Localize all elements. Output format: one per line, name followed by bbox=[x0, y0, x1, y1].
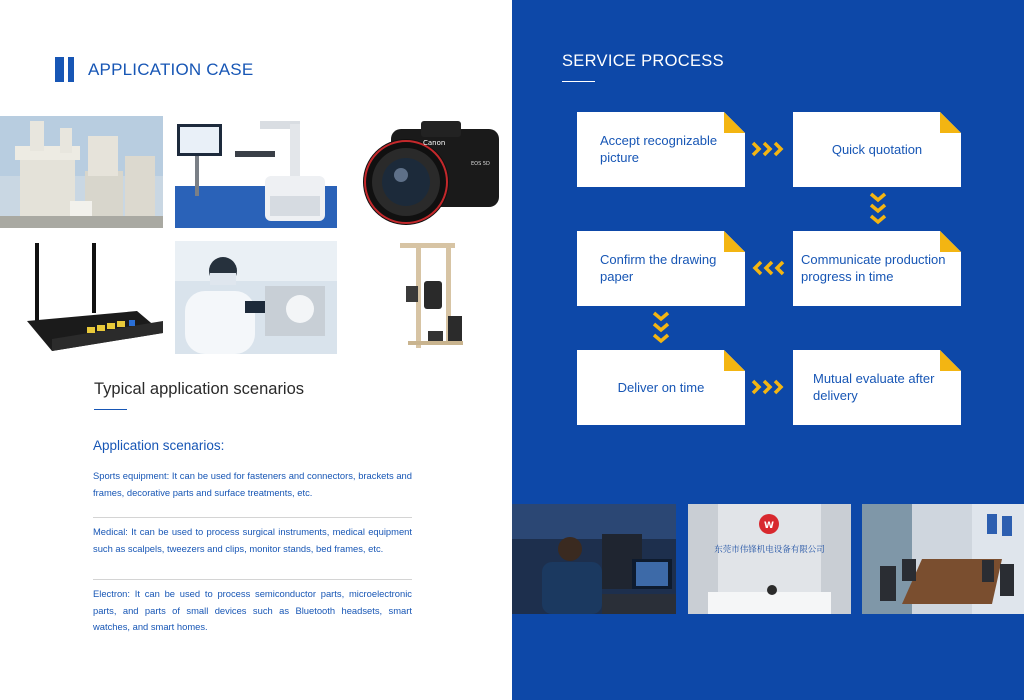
divider bbox=[93, 517, 412, 518]
chevron-down-icon bbox=[868, 192, 888, 226]
step-accept-picture: Accept recognizable picture bbox=[577, 112, 745, 187]
corner-fold-icon bbox=[940, 112, 961, 133]
industrial-tower-image bbox=[0, 116, 163, 228]
right-page bbox=[512, 0, 1024, 700]
step-mutual-evaluate: Mutual evaluate after delivery bbox=[793, 350, 961, 425]
router-image bbox=[27, 241, 163, 354]
step-deliver-on-time: Deliver on time bbox=[577, 350, 745, 425]
corner-fold-icon bbox=[940, 350, 961, 371]
corner-fold-icon bbox=[724, 350, 745, 371]
camera-image bbox=[361, 117, 502, 227]
chevron-down-icon bbox=[651, 311, 671, 345]
medical-paragraph: Medical: It can be used to process surgical instruments, medical equipment such as scalpels, tweezers and clips, monitor stands, bed frames, etc. bbox=[93, 526, 412, 554]
company-logo-text: 东莞市伟锋机电设备有限公司 bbox=[714, 545, 825, 555]
scenarios-heading: Typical application scenarios bbox=[94, 380, 305, 398]
electron-paragraph: Electron: It can be used to process semiconductor parts, microelectronic parts, and parts of small devices such as Bluetooth headsets, smart watches, and smart homes. bbox=[93, 588, 412, 632]
corner-fold-icon bbox=[724, 231, 745, 252]
reception-logo-photo bbox=[688, 504, 851, 614]
chevron-left-icon bbox=[751, 259, 785, 277]
sports-paragraph: Sports equipment: It can be used for fasteners and connectors, brackets and frames, decorative parts and surface treatments, etc. bbox=[93, 470, 412, 498]
application-scenarios-heading: Application scenarios: bbox=[93, 438, 225, 453]
chevron-right-icon bbox=[751, 140, 785, 158]
camera-model-label: EOS 5D bbox=[471, 161, 490, 167]
divider bbox=[93, 579, 412, 580]
step-quick-quotation: Quick quotation bbox=[793, 112, 961, 187]
step-communicate-progress: Communicate production progress in time bbox=[793, 231, 961, 306]
meeting-room-photo bbox=[862, 504, 1024, 614]
title-bars-icon bbox=[55, 57, 74, 82]
operator-photo bbox=[512, 504, 676, 614]
corner-fold-icon bbox=[940, 231, 961, 252]
service-process-underline bbox=[562, 81, 595, 82]
service-process-title: SERVICE PROCESS bbox=[562, 52, 724, 70]
step-confirm-drawing: Confirm the drawing paper bbox=[577, 231, 745, 306]
chevron-right-icon bbox=[751, 378, 785, 396]
corner-fold-icon bbox=[724, 112, 745, 133]
scenarios-underline bbox=[94, 409, 127, 410]
medical-device-image bbox=[175, 116, 337, 228]
lab-technician-image bbox=[175, 241, 337, 354]
svg-text:W: W bbox=[764, 521, 774, 531]
application-case-title: APPLICATION CASE bbox=[88, 59, 254, 79]
camera-brand-label: Canon bbox=[423, 139, 446, 147]
gym-machine-image bbox=[398, 241, 470, 354]
application-case-header bbox=[55, 57, 253, 82]
